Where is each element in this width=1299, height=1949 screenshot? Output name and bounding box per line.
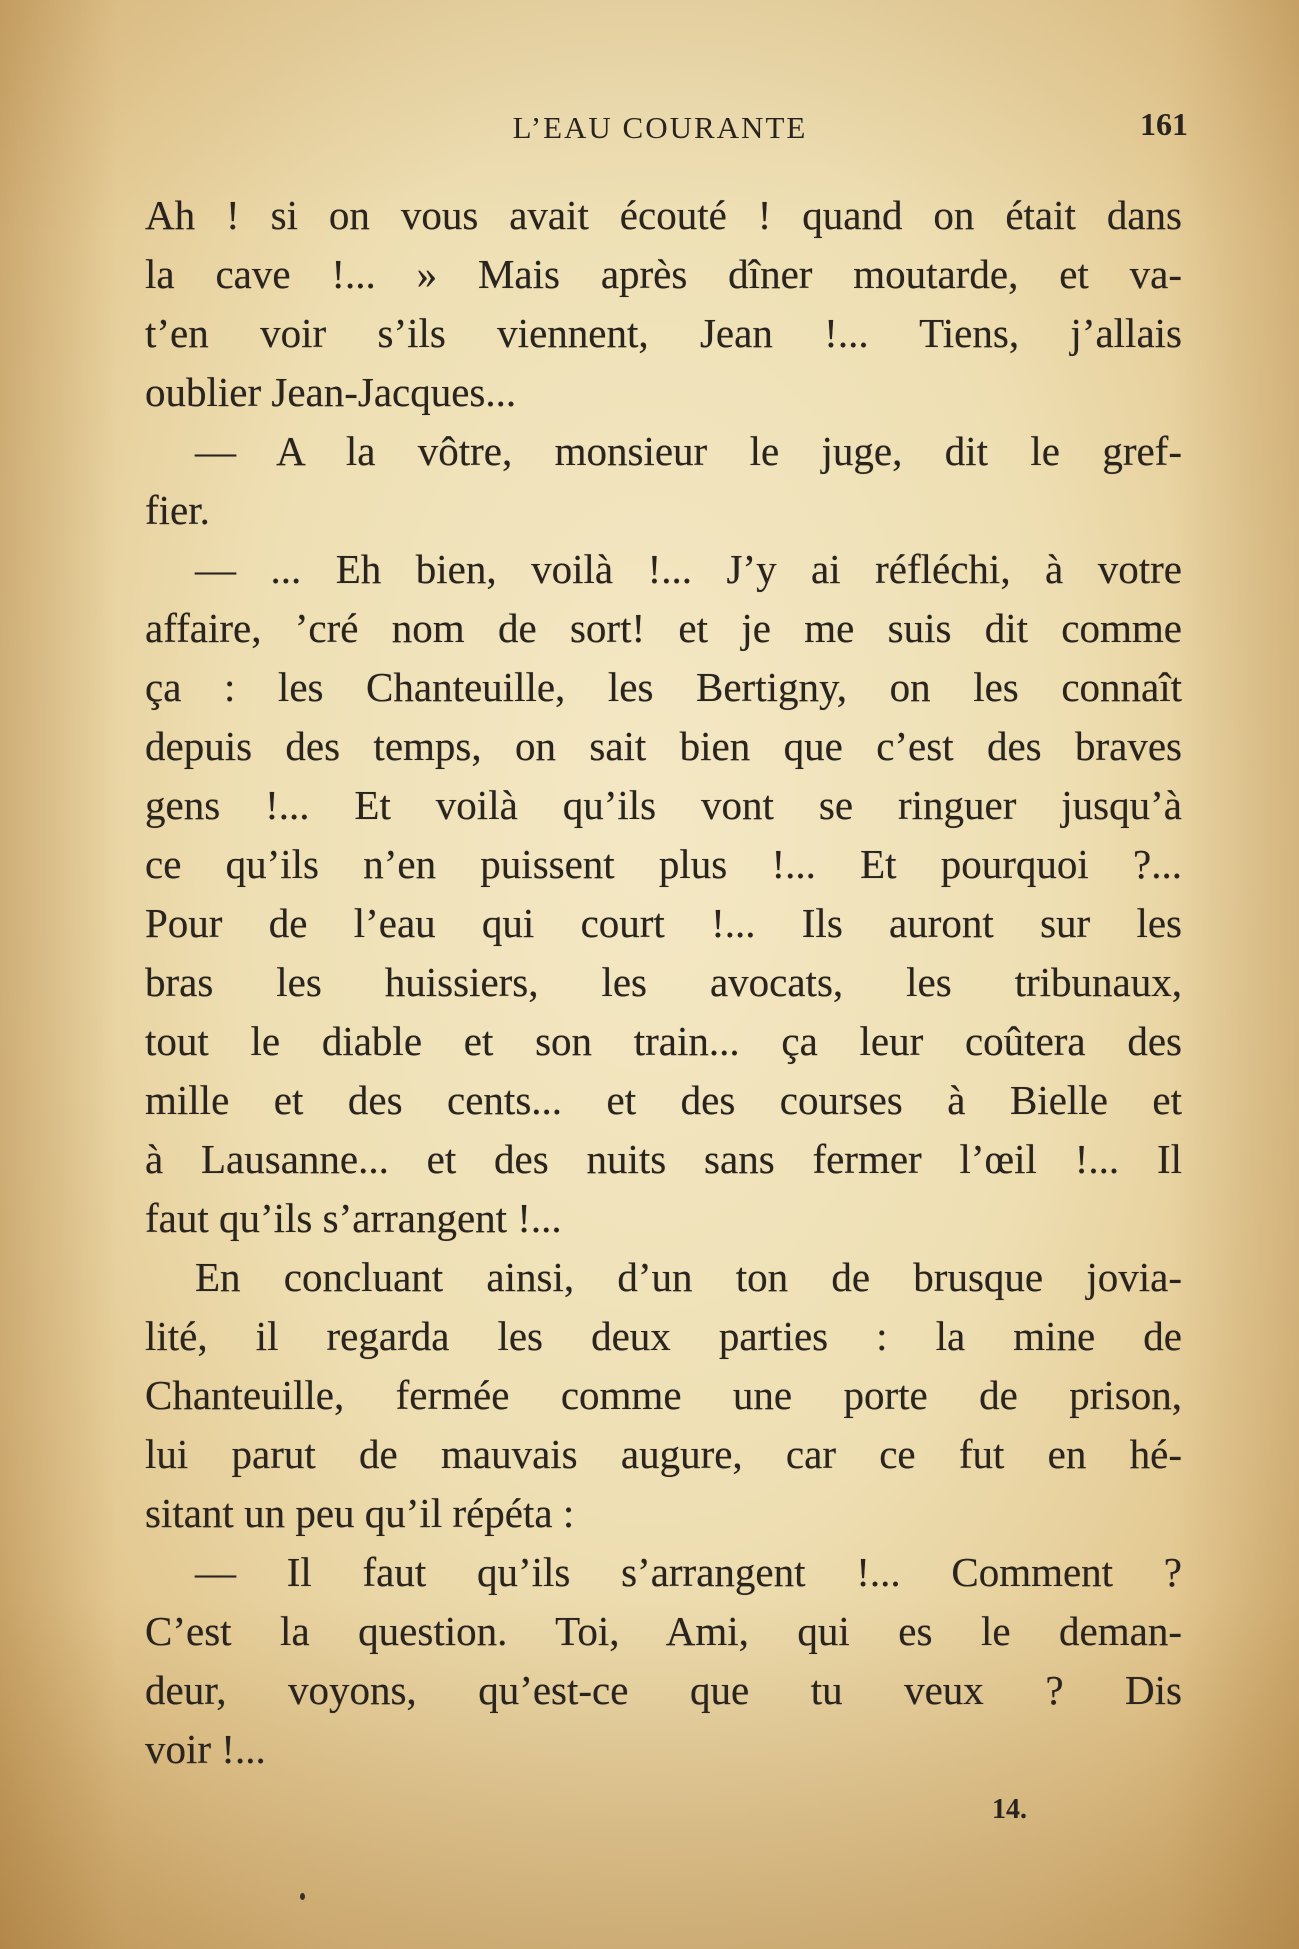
text-line: fier. [145,487,210,533]
text-line: ça : les Chanteuille, les Bertigny, on les connaît [145,664,1182,710]
text-line: à Lausanne... et des nuits sans fermer l’œil !... Il [145,1136,1182,1182]
text-line: Pour de l’eau qui court !... Ils auront sur les [145,900,1182,946]
text-line: gens !... Et voilà qu’ils vont se ringuer jusqu’à [145,782,1182,828]
text-line: t’en voir s’ils viennent, Jean !... Tiens, j’allais [145,310,1182,356]
text-line: bras les huissiers, les avocats, les tribunaux, [145,959,1182,1005]
text-line: — Il faut qu’ils s’arrangent !... Comment ? [195,1549,1182,1595]
text-line: ce qu’ils n’en puissent plus !... Et pourquoi ?... [145,841,1182,887]
text-line: Ah ! si on vous avait écouté ! quand on était dans [145,192,1182,238]
text-line: Chanteuille, fermée comme une porte de prison, [145,1372,1182,1418]
text-line: lité, il regarda les deux parties : la mine de [145,1313,1182,1359]
text-line: la cave !... » Mais après dîner moutarde, et va- [145,251,1182,297]
text-line: — ... Eh bien, voilà !... J’y ai réfléchi, à votre [195,546,1182,592]
text-line: tout le diable et son train... ça leur coûtera des [145,1018,1182,1064]
text-line: mille et des cents... et des courses à Bielle et [145,1077,1182,1123]
text-line: sitant un peu qu’il répéta : [145,1490,575,1536]
text-line: depuis des temps, on sait bien que c’est des braves [145,723,1182,769]
text-line: faut qu’ils s’arrangent !... [145,1195,562,1241]
page-number: 161 [1140,106,1188,142]
text-line: deur, voyons, qu’est-ce que tu veux ? Dis [145,1667,1182,1713]
text-line: lui parut de mauvais augure, car ce fut en hé- [145,1431,1182,1477]
paper-speck [300,1893,305,1900]
running-title: L’EAU COURANTE [512,110,808,145]
text-line: oublier Jean-Jacques... [145,369,517,415]
body-text [145,186,1182,1779]
text-line: affaire, ’cré nom de sort! et je me suis dit comme [145,605,1182,651]
signature-mark: 14. [992,1794,1027,1825]
text-line: — A la vôtre, monsieur le juge, dit le gref- [195,428,1182,474]
text-line: voir !... [145,1726,266,1772]
text-line: C’est la question. Toi, Ami, qui es le deman- [145,1608,1182,1654]
text-line: En concluant ainsi, d’un ton de brusque jovia- [195,1254,1182,1300]
